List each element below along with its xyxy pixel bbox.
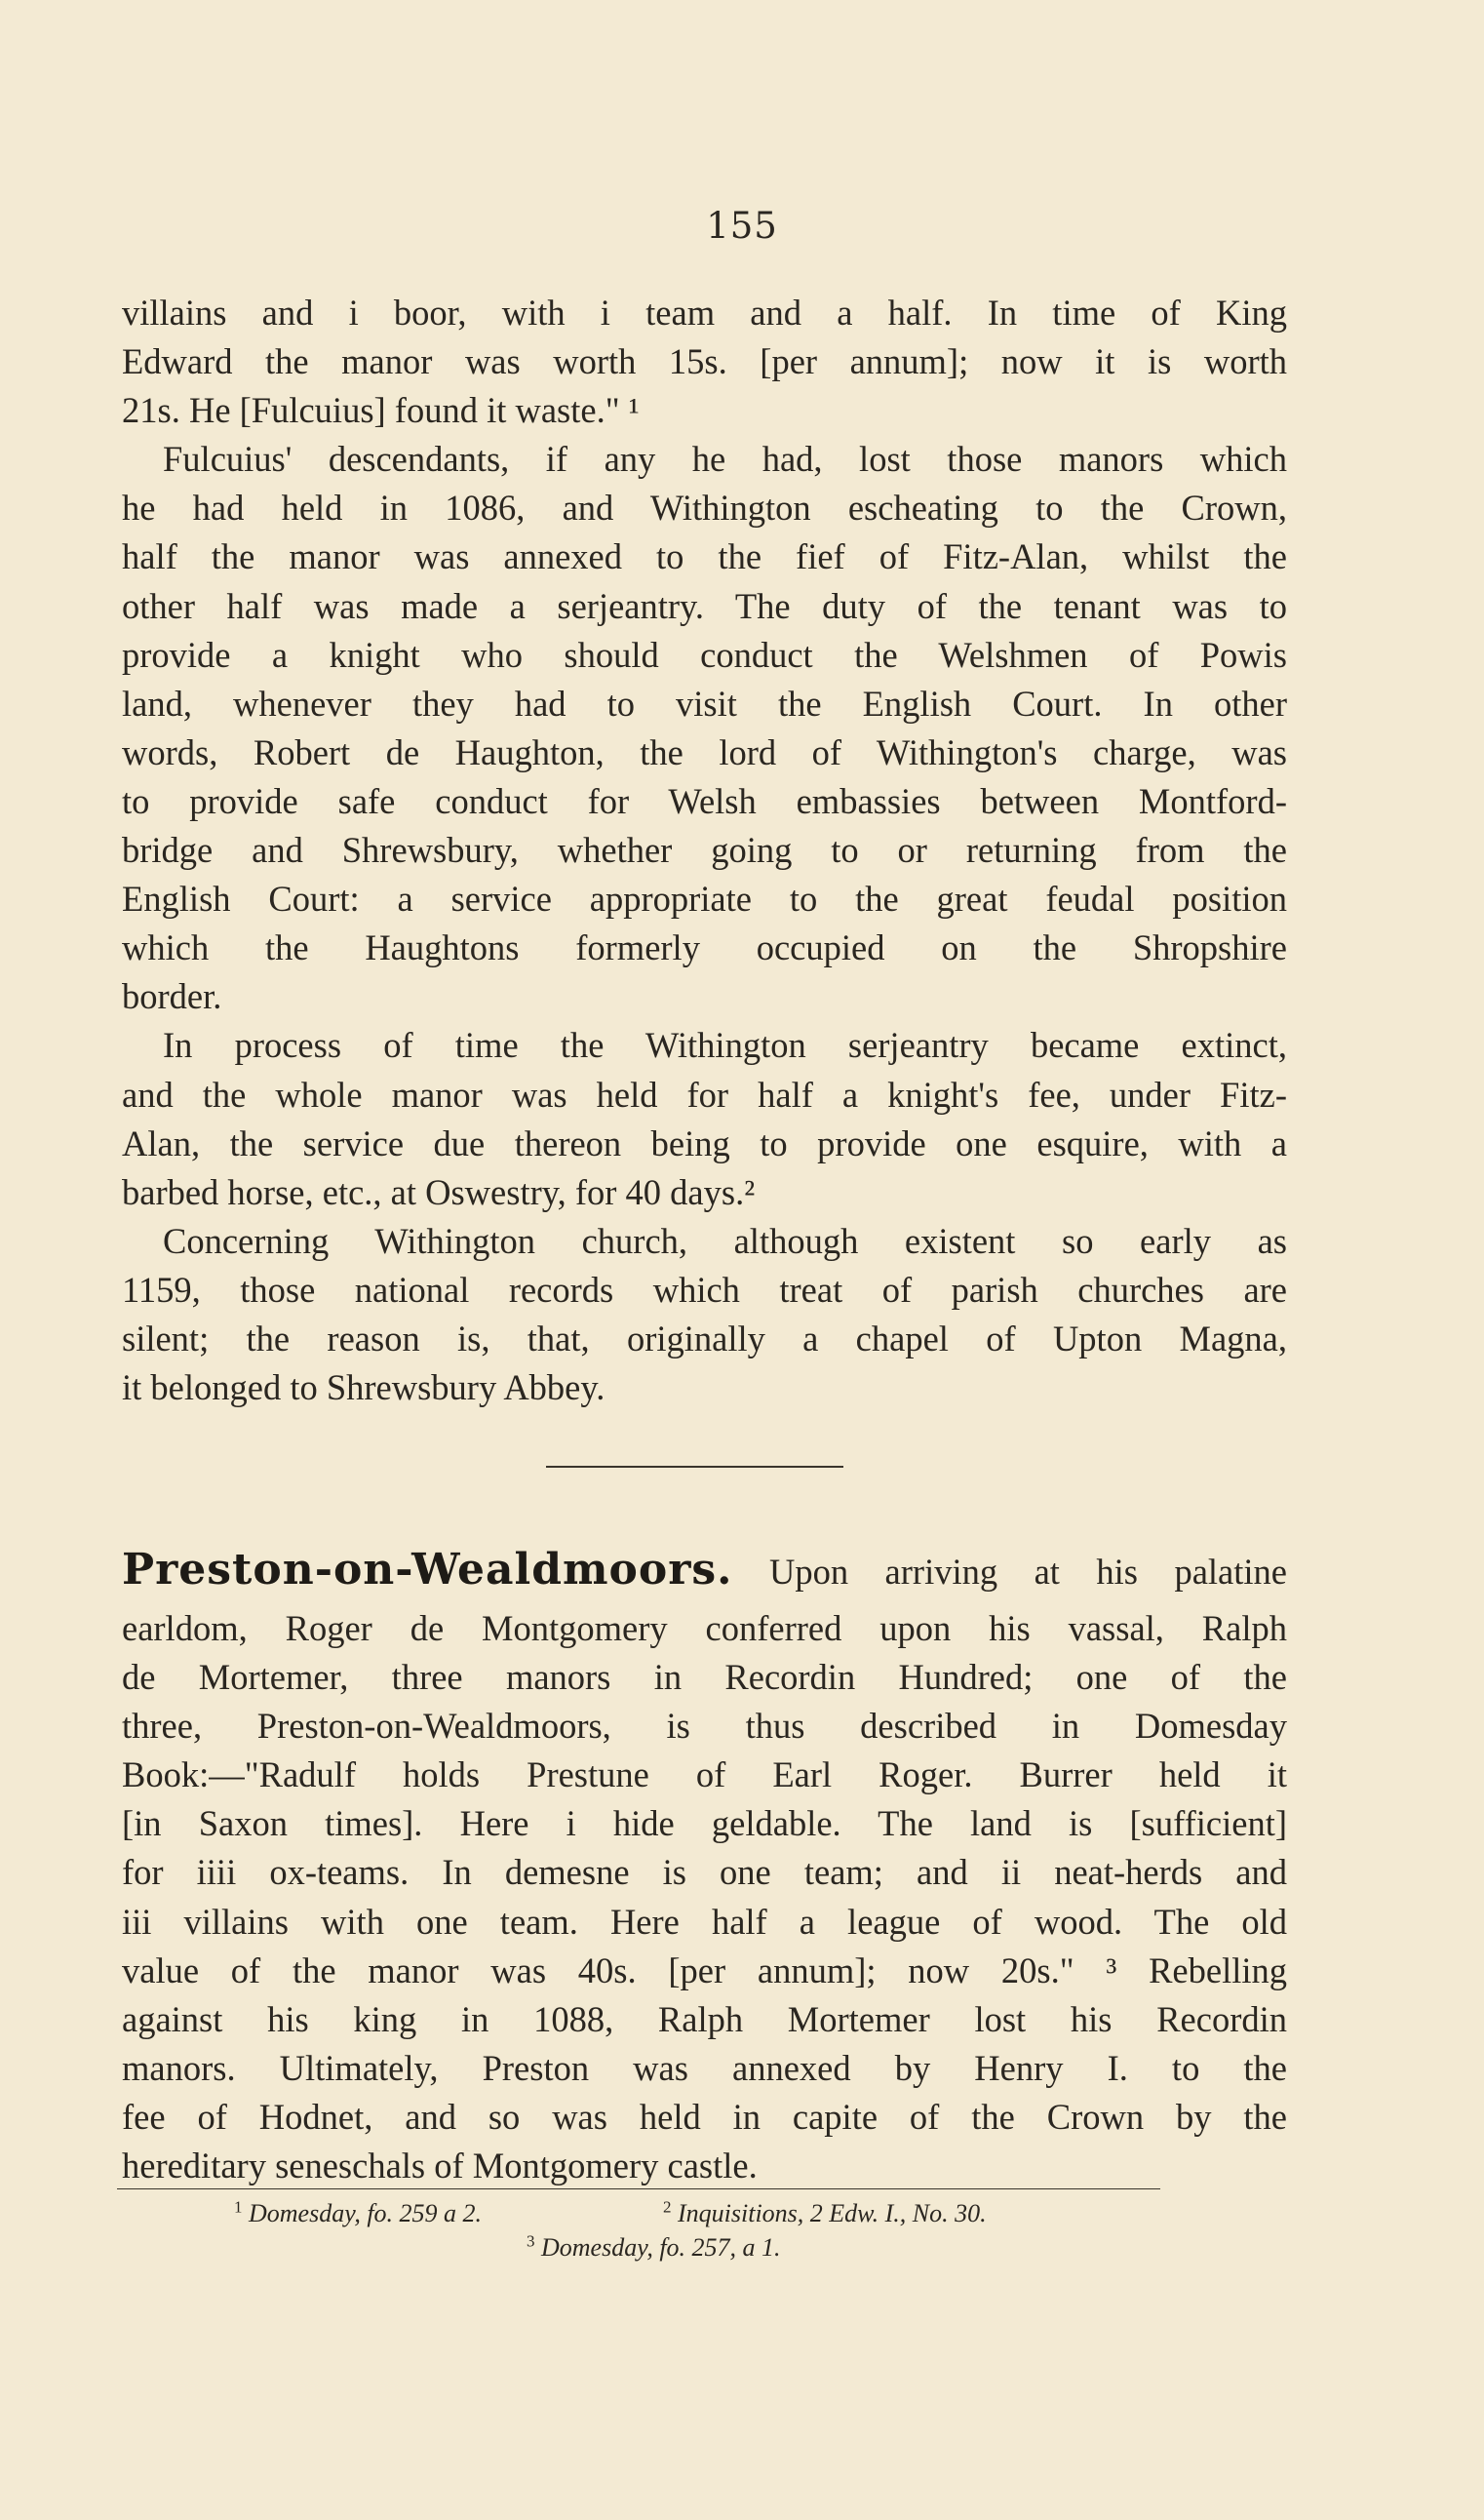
- text-line: land, whenever they had to visit the English Court. In other: [122, 683, 1287, 724]
- footnote-divider: [117, 2188, 1160, 2189]
- preston-text-block: [122, 1536, 1287, 2190]
- section-divider: [546, 1466, 843, 1468]
- text-line: de Mortemer, three manors in Recordin Hundred; one of the: [122, 1657, 1287, 1698]
- text-line: silent; the reason is, that, originally a chapel of Upton Magna,: [122, 1318, 1287, 1358]
- text-line: barbed horse, etc., at Oswestry, for 40 days.²: [122, 1171, 756, 1212]
- text-line: three, Preston-on-Wealdmoors, is thus described in Domesday: [122, 1706, 1287, 1747]
- heading-line: [122, 1536, 1287, 1604]
- text-line: manors. Ultimately, Preston was annexed by Henry I. to the: [122, 2047, 1287, 2088]
- text-line: fee of Hodnet, and so was held in capite of the Crown by the: [122, 2096, 1287, 2137]
- section-heading: Preston-on-Wealdmoors.: [122, 1545, 733, 1595]
- text-line: other half was made a serjeantry. The duty of the tenant was to: [122, 585, 1287, 626]
- footnote-marker: 1: [234, 2197, 243, 2217]
- text-line: which the Haughtons formerly occupied on the Shropshire: [122, 927, 1287, 968]
- text-line: and the whole manor was held for half a knight's fee, under Fitz-: [122, 1074, 1287, 1115]
- text-line: iii villains with one team. Here half a league of wood. The old: [122, 1901, 1287, 1942]
- text-line: words, Robert de Haughton, the lord of Withington's charge, was: [122, 731, 1287, 772]
- text-line: provide a knight who should conduct the Welshmen of Powis: [122, 634, 1287, 675]
- text-line: English Court: a service appropriate to the great feudal position: [122, 879, 1287, 920]
- text-line: he had held in 1086, and Withington escheating to the Crown,: [122, 488, 1287, 529]
- text-line: earldom, Roger de Montgomery conferred upon his vassal, Ralph: [122, 1608, 1287, 1648]
- text-line: for iiii ox-teams. In demesne is one team; and ii neat-herds and: [122, 1852, 1287, 1893]
- text-line: Book:—"Radulf holds Prestune of Earl Roger. Burrer held it: [122, 1754, 1287, 1795]
- text-line: to provide safe conduct for Welsh embassies between Montford-: [122, 780, 1287, 821]
- text-line: half the manor was annexed to the fief of Fitz-Alan, whilst the: [122, 536, 1287, 577]
- text-line: Fulcuius' descendants, if any he had, lost those manors which: [163, 439, 1287, 480]
- footnote-marker: 2: [663, 2197, 672, 2217]
- text-line: it belonged to Shrewsbury Abbey.: [122, 1367, 605, 1408]
- text-line: Edward the manor was worth 15s. [per annum]; now it is worth: [122, 341, 1287, 382]
- footnote-3: [527, 2230, 781, 2265]
- text-line: Upon arriving at his palatine: [768, 1552, 1287, 1592]
- text-line: against his king in 1088, Ralph Mortemer lost his Recordin: [122, 1998, 1287, 2039]
- withington-text-block: [122, 289, 1287, 1412]
- footnote-1: [234, 2196, 482, 2231]
- footnote-marker: 3: [527, 2231, 535, 2251]
- text-line: Concerning Withington church, although existent so early as: [163, 1220, 1287, 1261]
- text-line: border.: [122, 976, 222, 1017]
- text-line: villains and i boor, with i team and a half. In time of King: [122, 293, 1287, 333]
- footnote-text: Inquisitions, 2 Edw. I., No. 30.: [678, 2199, 987, 2227]
- text-line: [in Saxon times]. Here i hide geldable. The land is [sufficient]: [122, 1803, 1287, 1844]
- footnote-2: [663, 2196, 987, 2231]
- text-line: 1159, those national records which treat of parish churches are: [122, 1269, 1287, 1310]
- text-line: In process of time the Withington serjeantry became extinct,: [163, 1025, 1287, 1066]
- footnote-text: Domesday, fo. 257, a 1.: [541, 2233, 781, 2262]
- text-line: bridge and Shrewsbury, whether going to or returning from the: [122, 830, 1287, 871]
- page-number: 155: [706, 205, 778, 247]
- text-line: hereditary seneschals of Montgomery castle.: [122, 2146, 758, 2186]
- text-line: Alan, the service due thereon being to provide one esquire, with a: [122, 1122, 1287, 1163]
- text-line: 21s. He [Fulcuius] found it waste." ¹: [122, 390, 640, 431]
- footnote-text: Domesday, fo. 259 a 2.: [249, 2199, 483, 2227]
- text-line: value of the manor was 40s. [per annum]; now 20s." ³ Rebelling: [122, 1949, 1287, 1990]
